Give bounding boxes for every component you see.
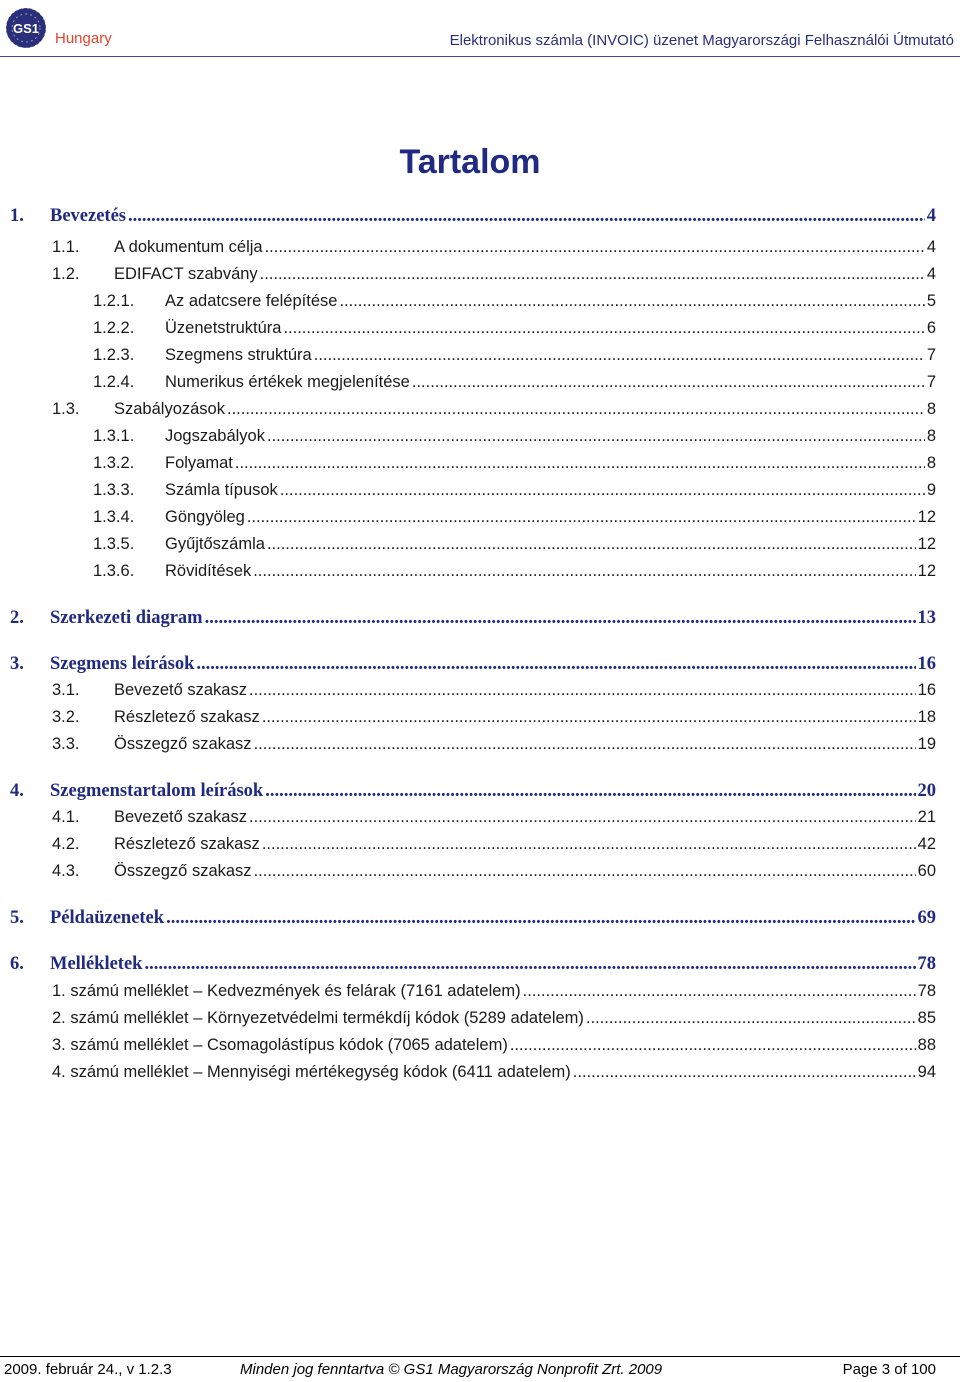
toc-dot-leader bbox=[235, 454, 925, 473]
toc-entry-number: 1.3.5. bbox=[93, 535, 135, 553]
toc-entry-title: Példaüzenetek bbox=[50, 908, 165, 928]
logo-text: GS1 bbox=[12, 21, 40, 36]
toc-entry[interactable] bbox=[52, 400, 936, 419]
toc-entry-page: 85 bbox=[917, 1009, 936, 1027]
toc-dot-leader bbox=[166, 908, 915, 929]
toc-entry-page: 12 bbox=[917, 508, 936, 526]
toc-dot-leader bbox=[227, 400, 925, 419]
toc-entry[interactable] bbox=[52, 1036, 936, 1055]
toc-dot-leader bbox=[267, 427, 925, 446]
toc-dot-leader bbox=[523, 982, 916, 1001]
toc-entry-title: Szegmens struktúra bbox=[165, 346, 312, 364]
toc-dot-leader bbox=[510, 1036, 916, 1055]
toc-entry-number: 1.2.4. bbox=[93, 373, 135, 391]
toc-dot-leader bbox=[253, 562, 915, 581]
toc-entry[interactable] bbox=[52, 862, 936, 881]
toc-dot-leader bbox=[247, 508, 916, 527]
toc-entry-title: Az adatcsere felépítése bbox=[165, 292, 338, 310]
toc-dot-leader bbox=[267, 535, 916, 554]
toc-entry-page: 21 bbox=[917, 808, 936, 826]
toc-entry-number: 1.2.2. bbox=[93, 319, 135, 337]
toc-entry-page: 8 bbox=[926, 400, 936, 418]
toc-entry[interactable] bbox=[93, 535, 936, 554]
toc-entry-title: Gyűjtőszámla bbox=[165, 535, 265, 553]
toc-entry-page: 4 bbox=[926, 265, 936, 283]
toc-entry-title: Mellékletek bbox=[50, 954, 143, 974]
toc-entry[interactable] bbox=[93, 427, 936, 446]
toc-entry[interactable] bbox=[10, 206, 936, 227]
toc-entry-page: 4 bbox=[926, 238, 936, 256]
toc-dot-leader bbox=[205, 608, 916, 629]
toc-dot-leader bbox=[283, 319, 924, 338]
toc-entry-number: 4.3. bbox=[52, 862, 80, 880]
toc-dot-leader bbox=[196, 654, 915, 675]
toc-dot-leader bbox=[144, 954, 915, 975]
toc-entry[interactable] bbox=[93, 562, 936, 581]
toc-entry-number: 1.2.1. bbox=[93, 292, 135, 310]
toc-entry-page: 60 bbox=[917, 862, 936, 880]
toc-entry-page: 6 bbox=[926, 319, 936, 337]
toc-dot-leader bbox=[412, 373, 925, 392]
toc-entry-title: Szerkezeti diagram bbox=[50, 608, 203, 628]
toc-entry-title: 2. számú melléklet – Környezetvédelmi termékdíj kódok (5289 adatelem) bbox=[52, 1009, 584, 1027]
toc-entry-number: 1.3.6. bbox=[93, 562, 135, 580]
toc-entry-number: 4.1. bbox=[52, 808, 80, 826]
toc-dot-leader bbox=[265, 238, 925, 257]
toc-entry-title: Bevezető szakasz bbox=[114, 681, 247, 699]
toc-entry[interactable] bbox=[93, 454, 936, 473]
toc-entry[interactable] bbox=[93, 292, 936, 311]
toc-entry-number: 4.2. bbox=[52, 835, 80, 853]
toc-entry-page: 8 bbox=[926, 427, 936, 445]
toc-dot-leader bbox=[314, 346, 925, 365]
toc-entry-number: 1. bbox=[10, 206, 24, 226]
toc-entry-title: Jogszabályok bbox=[165, 427, 265, 445]
toc-entry-page: 42 bbox=[917, 835, 936, 853]
toc-entry[interactable] bbox=[52, 1063, 936, 1082]
toc-entry-number: 2. bbox=[10, 608, 24, 628]
toc-entry[interactable] bbox=[93, 481, 936, 500]
toc-entry[interactable] bbox=[10, 954, 936, 975]
toc-entry-title: Bevezető szakasz bbox=[114, 808, 247, 826]
toc-dot-leader bbox=[265, 781, 915, 802]
toc-entry[interactable] bbox=[93, 346, 936, 365]
toc-entry[interactable] bbox=[52, 681, 936, 700]
toc-entry-number: 1.3.4. bbox=[93, 508, 135, 526]
toc-entry-page: 78 bbox=[917, 954, 936, 974]
toc-entry-title: Numerikus értékek megjelenítése bbox=[165, 373, 410, 391]
toc-entry-title: Rövidítések bbox=[165, 562, 252, 580]
toc-entry[interactable] bbox=[10, 908, 936, 929]
toc-entry-number: 1.2.3. bbox=[93, 346, 135, 364]
toc-entry[interactable] bbox=[93, 373, 936, 392]
toc-entry[interactable] bbox=[93, 508, 936, 527]
toc-dot-leader bbox=[339, 292, 924, 311]
toc-entry-title: 3. számú melléklet – Csomagolástípus kódok (7065 adatelem) bbox=[52, 1036, 508, 1054]
toc-entry-page: 12 bbox=[917, 535, 936, 553]
toc-entry-page: 8 bbox=[926, 454, 936, 472]
toc-entry-number: 3.3. bbox=[52, 735, 80, 753]
toc-entry-number: 1.1. bbox=[52, 238, 80, 256]
toc-entry-title: 1. számú melléklet – Kedvezmények és felárak (7161 adatelem) bbox=[52, 982, 521, 1000]
toc-dot-leader bbox=[128, 206, 925, 227]
toc-entry-page: 16 bbox=[917, 654, 936, 674]
toc-entry-page: 5 bbox=[926, 292, 936, 310]
toc-dot-leader bbox=[260, 265, 925, 284]
toc-entry-page: 88 bbox=[917, 1036, 936, 1054]
toc-dot-leader bbox=[262, 835, 916, 854]
toc-entry-number: 3.1. bbox=[52, 681, 80, 699]
toc-entry[interactable] bbox=[10, 781, 936, 802]
toc-entry-number: 4. bbox=[10, 781, 24, 801]
toc-entry[interactable] bbox=[52, 238, 936, 257]
toc-entry-title: Üzenetstruktúra bbox=[165, 319, 282, 337]
toc-entry-number: 1.3.1. bbox=[93, 427, 135, 445]
toc-entry-title: Szegmens leírások bbox=[50, 654, 195, 674]
toc-entry[interactable] bbox=[93, 319, 936, 338]
footer-page-number: Page 3 of 100 bbox=[842, 1361, 936, 1378]
toc-dot-leader bbox=[573, 1063, 916, 1082]
toc-dot-leader bbox=[280, 481, 925, 500]
toc-entry-page: 16 bbox=[917, 681, 936, 699]
toc-entry-number: 3.2. bbox=[52, 708, 80, 726]
toc-entry-page: 7 bbox=[926, 373, 936, 391]
toc-entry[interactable] bbox=[52, 982, 936, 1001]
toc-entry-number: 5. bbox=[10, 908, 24, 928]
toc-entry-page: 78 bbox=[917, 982, 936, 1000]
toc-entry-title: Szegmenstartalom leírások bbox=[50, 781, 264, 801]
toc-entry[interactable] bbox=[52, 708, 936, 727]
toc-entry-page: 7 bbox=[926, 346, 936, 364]
toc-entry[interactable] bbox=[52, 1009, 936, 1028]
toc-entry-number: 1.2. bbox=[52, 265, 80, 283]
toc-entry-number: 1.3.2. bbox=[93, 454, 135, 472]
toc-entry[interactable] bbox=[10, 608, 936, 629]
toc-entry-page: 20 bbox=[917, 781, 936, 801]
toc-entry-title: Részletező szakasz bbox=[114, 835, 260, 853]
toc-entry-page: 19 bbox=[917, 735, 936, 753]
toc-dot-leader bbox=[249, 681, 916, 700]
toc-dot-leader bbox=[586, 1009, 916, 1028]
toc-entry-number: 1.3.3. bbox=[93, 481, 135, 499]
toc-entry-page: 69 bbox=[917, 908, 936, 928]
toc-entry-title: Bevezetés bbox=[50, 206, 127, 226]
toc-entry-title: 4. számú melléklet – Mennyiségi mértékegység kódok (6411 adatelem) bbox=[52, 1063, 571, 1081]
toc-entry-title: A dokumentum célja bbox=[114, 238, 263, 256]
toc-entry-title: Összegző szakasz bbox=[114, 735, 252, 753]
org-name: Hungary bbox=[55, 30, 112, 47]
document-title: Elektronikus számla (INVOIC) üzenet Magyarországi Felhasználói Útmutató bbox=[449, 32, 954, 49]
toc-entry-title: Számla típusok bbox=[165, 481, 278, 499]
toc-entry-title: EDIFACT szabvány bbox=[114, 265, 258, 283]
footer-copyright: Minden jog fenntartva © GS1 Magyarország Nonprofit Zrt. 2009 bbox=[240, 1361, 663, 1378]
toc-entry-page: 13 bbox=[917, 608, 936, 628]
toc-entry[interactable] bbox=[52, 735, 936, 754]
toc-dot-leader bbox=[262, 708, 916, 727]
toc-entry[interactable] bbox=[52, 265, 936, 284]
toc-entry-title: Folyamat bbox=[165, 454, 233, 472]
toc-dot-leader bbox=[249, 808, 916, 827]
toc-entry-number: 3. bbox=[10, 654, 24, 674]
toc-entry-page: 18 bbox=[917, 708, 936, 726]
toc-entry-page: 9 bbox=[926, 481, 936, 499]
toc-entry-number: 1.3. bbox=[52, 400, 80, 418]
toc-dot-leader bbox=[254, 862, 916, 881]
toc-dot-leader bbox=[254, 735, 916, 754]
page-title: Tartalom bbox=[399, 143, 541, 181]
page-footer bbox=[0, 1356, 960, 1382]
toc-entry-title: Göngyöleg bbox=[165, 508, 245, 526]
toc-entry-number: 6. bbox=[10, 954, 24, 974]
toc-entry-title: Összegző szakasz bbox=[114, 862, 252, 880]
toc-entry[interactable] bbox=[52, 808, 936, 827]
footer-date-version: 2009. február 24., v 1.2.3 bbox=[4, 1361, 172, 1378]
toc-entry-page: 94 bbox=[917, 1063, 936, 1081]
toc-entry-page: 4 bbox=[926, 206, 936, 226]
toc-entry-page: 12 bbox=[917, 562, 936, 580]
toc-entry-title: Szabályozások bbox=[114, 400, 225, 418]
toc-entry-title: Részletező szakasz bbox=[114, 708, 260, 726]
toc-entry[interactable] bbox=[52, 835, 936, 854]
toc-entry[interactable] bbox=[10, 654, 936, 675]
